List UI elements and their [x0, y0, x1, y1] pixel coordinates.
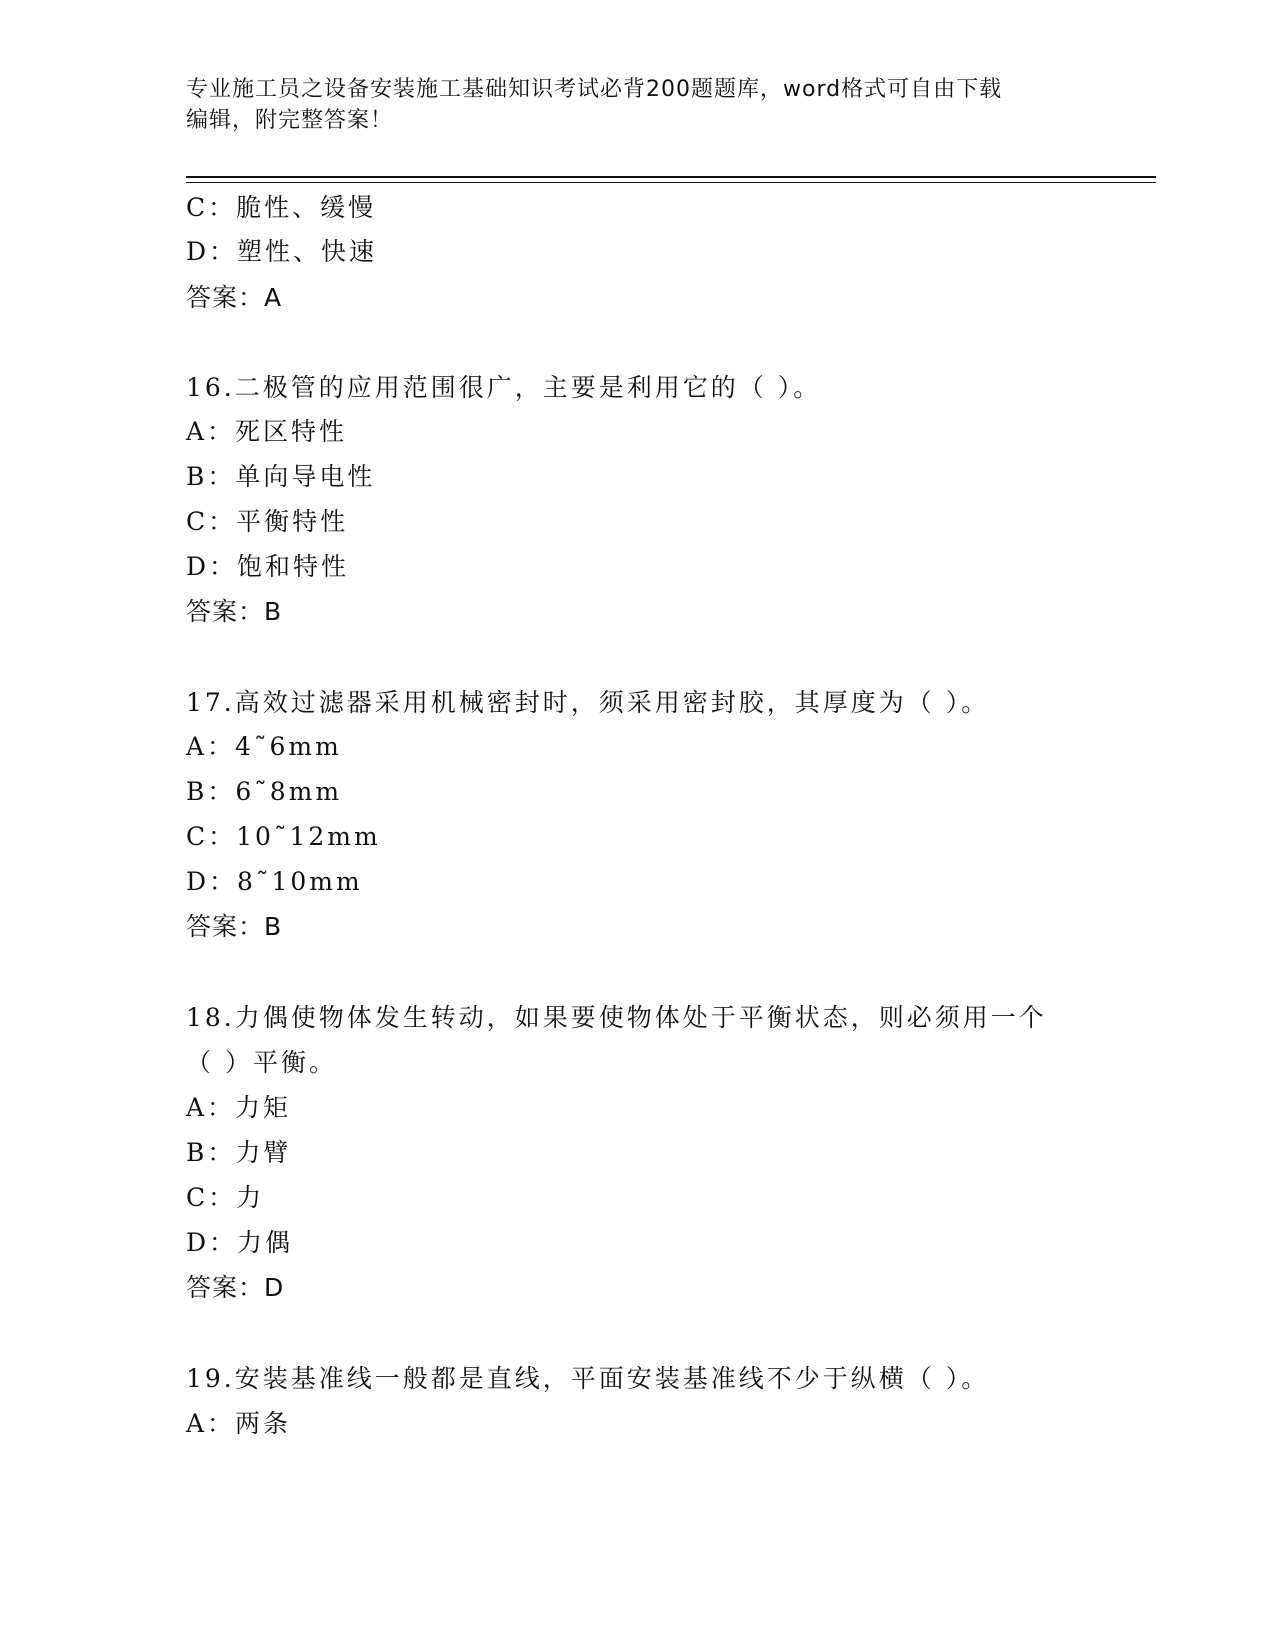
q18-option-d: D：力偶 [186, 1228, 294, 1257]
document-header [186, 74, 1066, 136]
header-title-line-1: 专业施工员之设备安装施工基础知识考试必背200题题库，word格式可自由下载 [186, 77, 1003, 102]
q15-option-c: C：脆性、缓慢 [186, 193, 377, 222]
q17-option-d: D：8˜10mm [186, 867, 363, 896]
q16-answer: 答案：B [186, 597, 283, 626]
q16-option-d: D：饱和特性 [186, 552, 350, 581]
q16-option-a: A：死区特性 [186, 417, 348, 446]
q18-option-c: C：力 [186, 1183, 265, 1212]
q17-answer: 答案：B [186, 912, 283, 941]
q18-answer: 答案：D [186, 1273, 285, 1302]
q17-option-a: A：4˜6mm [186, 732, 342, 761]
q19-stem: 19.安装基准线一般都是直线，平面安装基准线不少于纵横（ ）。 [186, 1364, 990, 1393]
q17-option-c: C：10˜12mm [186, 822, 381, 851]
q18-option-b: B：力臂 [186, 1138, 292, 1167]
q19-option-a: A：两条 [186, 1409, 292, 1438]
q17-stem: 17.高效过滤器采用机械密封时，须采用密封胶，其厚度为（ ）。 [186, 688, 990, 717]
q18-stem-line-1: 18.力偶使物体发生转动，如果要使物体处于平衡状态，则必须用一个 [186, 1003, 1047, 1032]
q18-stem-line-2: （ ）平衡。 [186, 1048, 337, 1077]
header-title-line-2: 编辑，附完整答案！ [186, 108, 394, 133]
q15-option-d: D：塑性、快速 [186, 237, 378, 266]
q16-option-b: B：单向导电性 [186, 462, 376, 491]
header-divider-thick [186, 176, 1156, 178]
q17-option-b: B：6˜8mm [186, 777, 343, 806]
q15-answer: 答案：A [186, 283, 283, 312]
q16-stem: 16.二极管的应用范围很广，主要是利用它的（ ）。 [186, 373, 822, 402]
header-divider-thin [186, 182, 1156, 183]
q16-option-c: C：平衡特性 [186, 507, 349, 536]
q18-option-a: A：力矩 [186, 1093, 292, 1122]
